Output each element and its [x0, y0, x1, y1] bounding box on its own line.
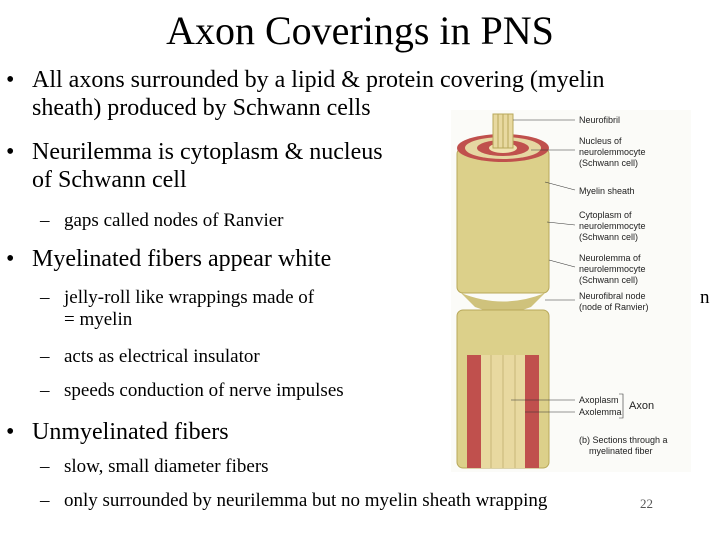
label-neurolemma-3: (Schwann cell) — [579, 275, 639, 285]
bullet-1-line-2: sheath) produced by Schwann cells — [32, 95, 371, 121]
bullet-2-line-2: of Schwann cell — [32, 167, 187, 193]
dash-marker: – — [40, 456, 50, 477]
dash-marker: – — [40, 380, 50, 401]
label-axon: Axon — [629, 400, 655, 412]
dash-marker: – — [40, 490, 50, 511]
myelinated-fiber-figure — [451, 110, 691, 472]
sub-bullet-text: only surrounded by neurilemma but no myelin sheath wrapping — [64, 490, 548, 511]
bullet-marker: • — [6, 419, 15, 445]
caption-line-2: myelinated fiber — [589, 446, 653, 456]
bullet-1-line-1: All axons surrounded by a lipid & protein covering (myelin — [32, 67, 605, 93]
dash-marker: – — [40, 346, 50, 367]
sub-bullet-speeds — [40, 380, 344, 402]
sub-bullet-text: gaps called nodes of Ranvier — [64, 210, 284, 231]
bullet-4 — [6, 418, 229, 446]
slide-title: Axon Coverings in PNS — [166, 8, 554, 53]
page-number: 22 — [640, 496, 653, 511]
label-cytoplasm-1: Cytoplasm of — [579, 210, 632, 220]
label-axoplasm: Axoplasm — [579, 395, 619, 405]
label-neurolemma-1: Neurolemma of — [579, 253, 641, 263]
label-nucleus-1: Nucleus of — [579, 136, 622, 146]
bullet-marker: • — [6, 67, 15, 93]
bullet-2-line-1: Neurilemma is cytoplasm & nucleus — [32, 139, 383, 165]
sub-bullet-line-2: = myelin — [64, 309, 133, 330]
label-axolemma: Axolemma — [579, 407, 622, 417]
fiber-illustration — [451, 110, 691, 472]
bullet-4-text: Unmyelinated fibers — [32, 419, 229, 445]
sub-bullet-text: acts as electrical insulator — [64, 346, 260, 367]
label-nucleus-3: (Schwann cell) — [579, 158, 639, 168]
label-node-2: (node of Ranvier) — [579, 302, 649, 312]
bullet-marker: • — [6, 139, 15, 165]
bullet-3 — [6, 245, 332, 273]
sub-bullet-line-1: jelly-roll like wrappings made of — [64, 287, 315, 308]
dash-marker: – — [40, 210, 50, 231]
label-node-1: Neurofibral node — [579, 291, 646, 301]
bullet-marker: • — [6, 246, 15, 272]
dash-marker: – — [40, 287, 50, 308]
label-cytoplasm-2: neurolemmocyte — [579, 221, 646, 231]
label-nucleus-2: neurolemmocyte — [579, 147, 646, 157]
sub-bullet-slow — [40, 456, 269, 478]
sub-bullet-gaps — [40, 210, 284, 232]
label-cytoplasm-3: (Schwann cell) — [579, 232, 639, 242]
label-neurofibril: Neurofibril — [579, 115, 621, 125]
upper-sheath-shape — [457, 148, 549, 293]
sub-bullet-text: speeds conduction of nerve impulses — [64, 380, 344, 401]
caption-line-1: (b) Sections through a — [579, 435, 668, 445]
bullet-2 — [6, 138, 383, 194]
sub-bullet-text: slow, small diameter fibers — [64, 456, 269, 477]
bullet-3-text: Myelinated fibers appear white — [32, 246, 332, 272]
label-myelin-sheath: Myelin sheath — [579, 186, 635, 196]
label-neurolemma-2: neurolemmocyte — [579, 264, 646, 274]
clipped-text: n — [700, 287, 710, 308]
sub-bullet-only-surrounded — [40, 490, 548, 512]
sub-bullet-insulator — [40, 346, 260, 368]
sub-bullet-jelly-roll — [40, 287, 315, 331]
